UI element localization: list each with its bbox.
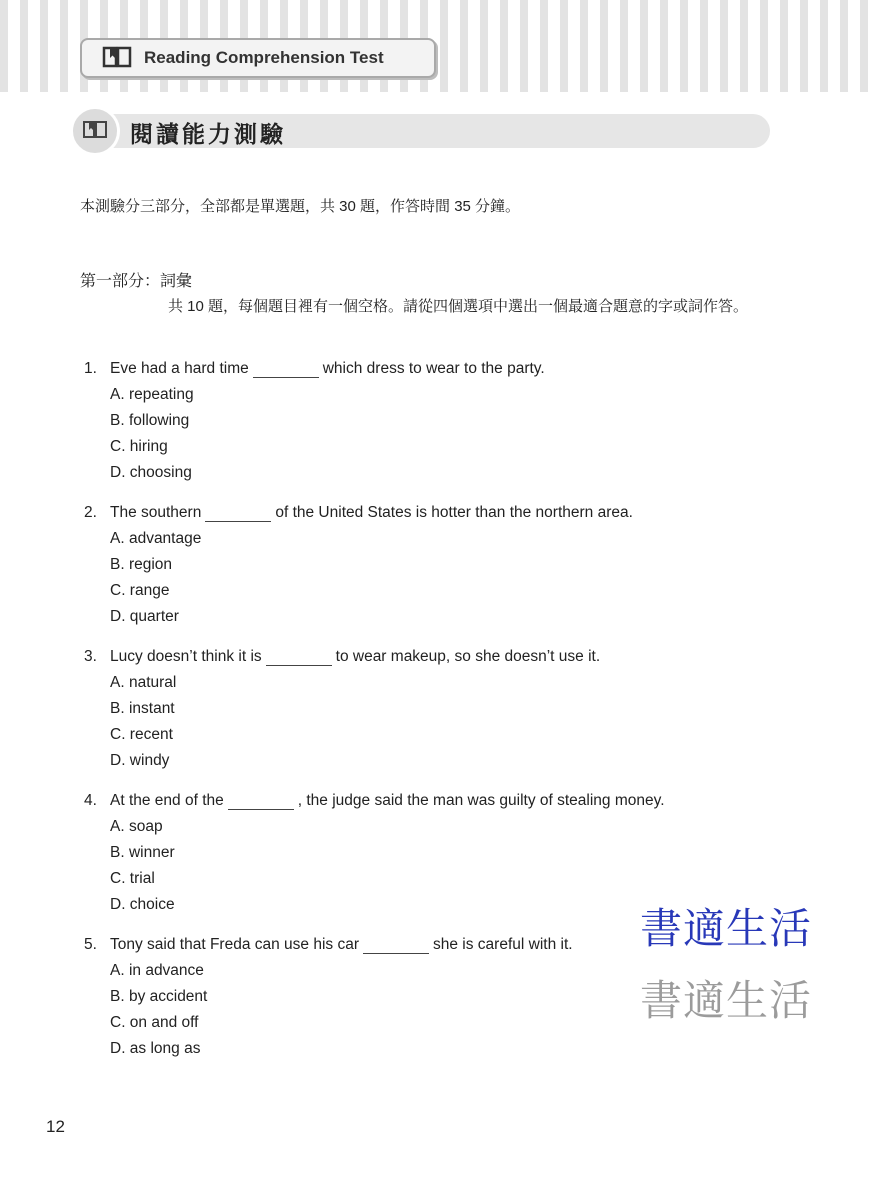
stem-after: , the judge said the man was guilty of stealing money. bbox=[297, 792, 665, 809]
option-d: D. as long as bbox=[110, 1040, 201, 1057]
part-heading: 第一部分：詞彙 bbox=[80, 273, 193, 290]
option-d: D. quarter bbox=[110, 608, 179, 625]
option-a: A. advantage bbox=[110, 530, 202, 547]
stem-before: Lucy doesn’t think it is bbox=[110, 648, 262, 665]
answer-blank bbox=[205, 505, 271, 522]
question-stem bbox=[84, 788, 665, 814]
option-b: B. by accident bbox=[110, 988, 208, 1005]
option-b: B. winner bbox=[110, 844, 175, 861]
question-stem bbox=[84, 500, 633, 526]
option-b: B. region bbox=[110, 556, 173, 573]
answer-blank bbox=[266, 649, 332, 666]
watermark-gray: 書適生活 bbox=[640, 976, 813, 1025]
question-stem bbox=[84, 932, 573, 958]
question-number: 2. bbox=[84, 504, 97, 521]
stem-before: The southern bbox=[110, 504, 202, 521]
option-a: A. in advance bbox=[110, 962, 204, 979]
option-b: B. instant bbox=[110, 700, 175, 717]
header-tab bbox=[80, 38, 436, 78]
option-d: D. choosing bbox=[110, 464, 192, 481]
option-a: A. soap bbox=[110, 818, 163, 835]
question-number: 4. bbox=[84, 792, 97, 809]
question-number: 1. bbox=[84, 360, 97, 377]
question-stem bbox=[84, 356, 545, 382]
option-d: D. choice bbox=[110, 896, 175, 913]
header-title: Reading Comprehension Test bbox=[144, 48, 384, 67]
answer-blank bbox=[363, 937, 429, 954]
question-4 bbox=[84, 788, 665, 918]
section-icon-badge bbox=[70, 106, 120, 156]
question-number: 3. bbox=[84, 648, 97, 665]
option-a: A. natural bbox=[110, 674, 177, 691]
page-number: 12 bbox=[46, 1117, 65, 1136]
open-book-icon bbox=[82, 119, 108, 144]
question-3 bbox=[84, 644, 600, 774]
stem-before: Tony said that Freda can use his car bbox=[110, 936, 359, 953]
option-c: C. hiring bbox=[110, 438, 168, 455]
stem-after: to wear makeup, so she doesn’t use it. bbox=[335, 648, 601, 665]
option-c: C. on and off bbox=[110, 1014, 199, 1031]
question-stem bbox=[84, 644, 600, 670]
option-c: C. recent bbox=[110, 726, 173, 743]
question-2 bbox=[84, 500, 633, 630]
answer-blank bbox=[228, 793, 294, 810]
watermark-blue: 書適生活 bbox=[640, 904, 813, 953]
stem-after: she is careful with it. bbox=[433, 936, 573, 953]
option-d: D. windy bbox=[110, 752, 170, 769]
question-number: 5. bbox=[84, 936, 97, 953]
intro-text: 本測驗分三部分，全部都是單選題，共 30 題，作答時間 35 分鐘。 bbox=[80, 198, 521, 215]
question-5 bbox=[84, 932, 573, 1062]
question-1 bbox=[84, 356, 545, 486]
option-c: C. trial bbox=[110, 870, 155, 887]
answer-blank bbox=[253, 361, 319, 378]
stem-before: At the end of the bbox=[110, 792, 224, 809]
option-a: A. repeating bbox=[110, 386, 194, 403]
section-title: 閱讀能力測驗 bbox=[130, 122, 286, 148]
stem-before: Eve had a hard time bbox=[110, 360, 249, 377]
stem-after: which dress to wear to the party. bbox=[322, 360, 545, 377]
option-c: C. range bbox=[110, 582, 170, 599]
stem-after: of the United States is hotter than the northern area. bbox=[275, 504, 633, 521]
part-description: 共 10 題，每個題目裡有一個空格。請從四個選項中選出一個最適合題意的字或詞作答。 bbox=[168, 298, 749, 315]
option-b: B. following bbox=[110, 412, 190, 429]
open-book-icon bbox=[102, 44, 132, 73]
